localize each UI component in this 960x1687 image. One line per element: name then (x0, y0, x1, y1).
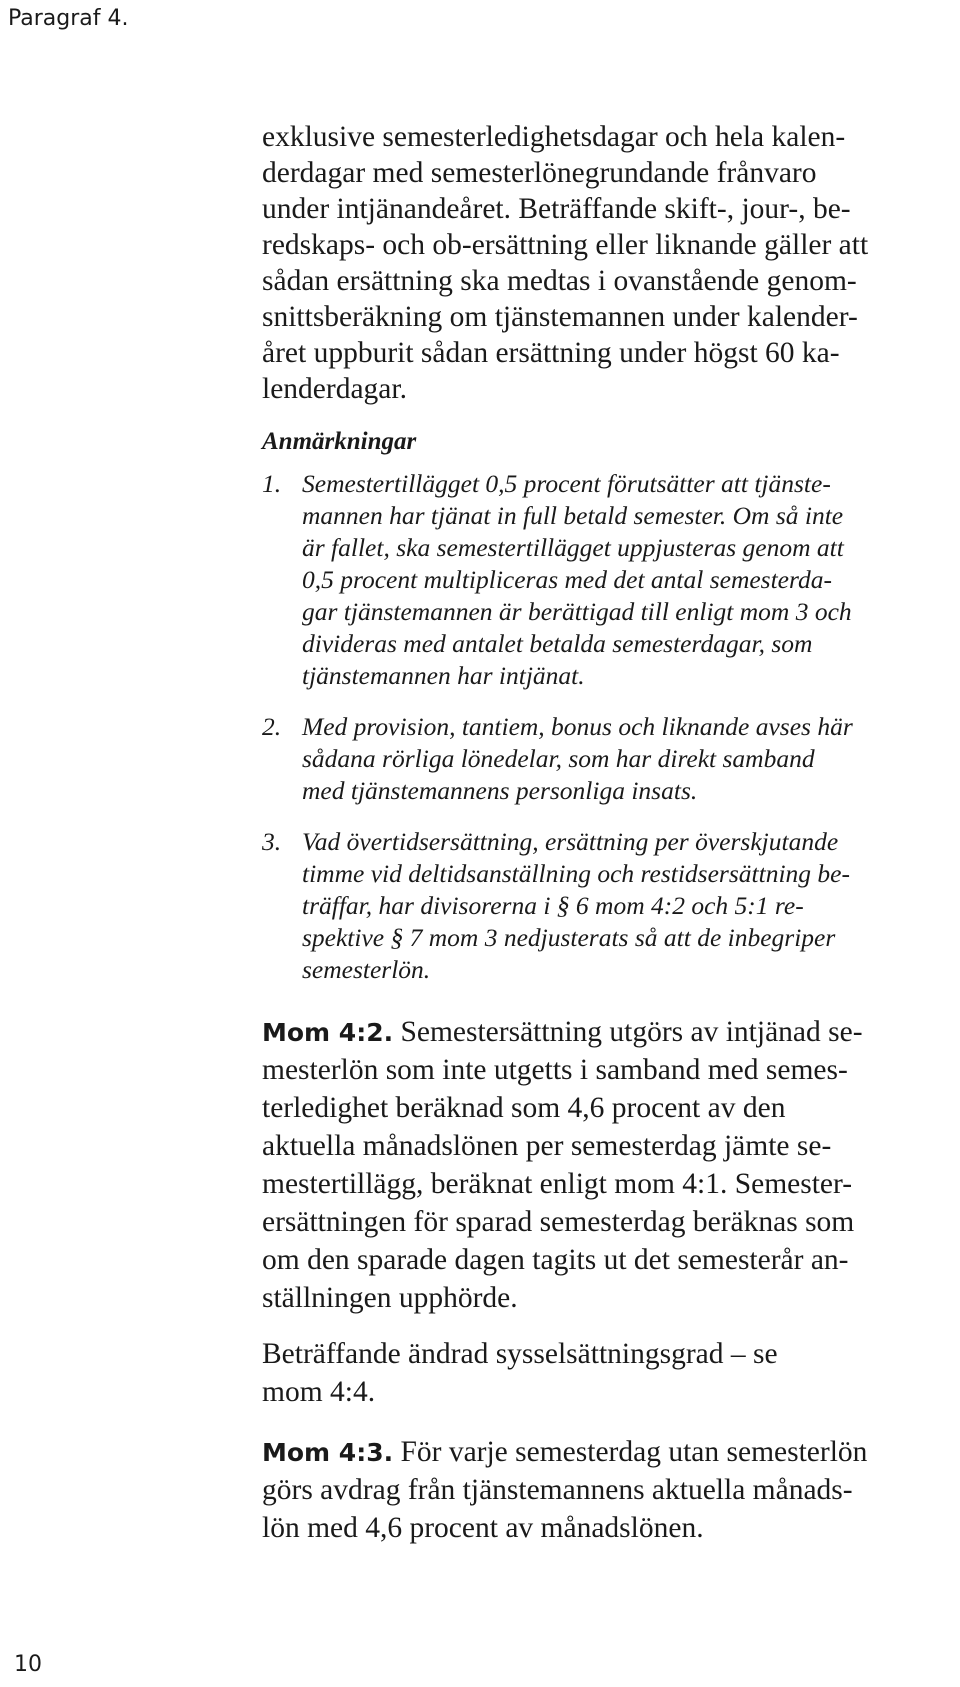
paragraph-line: snittsberäkning om tjänstemannen under kalender- (262, 301, 858, 333)
note-line: träffar, har divisorerna i § 6 mom 4:2 och 5:1 re- (302, 891, 804, 920)
paragraph-line: året uppburit sådan ersättning under högst 60 ka- (262, 337, 840, 369)
mom-label: Mom 4:2. (262, 1018, 394, 1047)
paragraph-line: mestertillägg, beräknat enligt mom 4:1. Semester- (262, 1168, 853, 1200)
notes-heading: Anmärkningar (262, 428, 417, 455)
paragraph-line: ställningen upphörde. (262, 1282, 518, 1314)
note-number: 1. (262, 469, 282, 498)
paragraph-line: aktuella månadslönen per semesterdag jämte se- (262, 1130, 832, 1162)
note-number: 3. (262, 827, 282, 856)
note-line: divideras med antalet betalda semesterdagar, som (302, 629, 813, 658)
note-line: 0,5 procent multipliceras med det antal semesterda- (302, 565, 832, 594)
paragraph-line: lenderdagar. (262, 373, 407, 405)
paragraph-line: sådan ersättning ska medtas i ovanstående genom- (262, 265, 857, 297)
mom-label: Mom 4:3. (262, 1438, 394, 1467)
paragraph-line: görs avdrag från tjänstemannens aktuella månads- (262, 1474, 853, 1506)
note-line: mannen har tjänat in full betald semester. Om så inte (302, 501, 844, 530)
note-line: Vad övertidsersättning, ersättning per överskjutande (302, 827, 839, 856)
note-line: semesterlön. (302, 955, 431, 984)
note-line: med tjänstemannens personliga insats. (302, 776, 698, 805)
paragraph-line: exklusive semesterledighetsdagar och hela kalen- (262, 121, 846, 153)
note-line: Semestertillägget 0,5 procent förutsätter att tjänste- (302, 469, 831, 498)
paragraph-line: mom 4:4. (262, 1376, 376, 1408)
mom-first-line (262, 1434, 867, 1471)
paragraph-line: derdagar med semesterlönegrundande frånvaro (262, 157, 817, 189)
paragraph-line: lön med 4,6 procent av månadslönen. (262, 1512, 704, 1544)
note-line: är fallet, ska semestertillägget uppjusteras genom att (302, 533, 844, 562)
note-line: sådana rörliga lönedelar, som har direkt samband (302, 744, 815, 773)
paragraph-line: mesterlön som inte utgetts i samband med semes- (262, 1054, 848, 1086)
running-header: Paragraf 4. (8, 6, 129, 31)
note-line: timme vid deltidsanställning och restidsersättning be- (302, 859, 850, 888)
note-line: gar tjänstemannen är berättigad till enligt mom 3 och (302, 597, 852, 626)
note-number: 2. (262, 712, 282, 741)
paragraph-line: redskaps- och ob-ersättning eller liknande gäller att (262, 229, 869, 261)
note-line: spektive § 7 mom 3 nedjusterats så att de inbegriper (302, 923, 836, 952)
paragraph-line: under intjänandeåret. Beträffande skift-, jour-, be- (262, 193, 851, 225)
note-line: tjänstemannen har intjänat. (302, 661, 585, 690)
mom-text: För varje semesterdag utan semesterlön (400, 1436, 868, 1468)
paragraph-line: ersättningen för sparad semesterdag beräknas som (262, 1206, 855, 1238)
paragraph-line: terledighet beräknad som 4,6 procent av den (262, 1092, 786, 1124)
mom-first-line (262, 1014, 863, 1051)
mom-text: Semestersättning utgörs av intjänad se- (400, 1016, 863, 1048)
page-number: 10 (14, 1652, 42, 1677)
paragraph-line: om den sparade dagen tagits ut det semesterår an- (262, 1244, 849, 1276)
note-line: Med provision, tantiem, bonus och liknande avses här (302, 712, 853, 741)
paragraph-line: Beträffande ändrad sysselsättningsgrad – se (262, 1338, 778, 1370)
